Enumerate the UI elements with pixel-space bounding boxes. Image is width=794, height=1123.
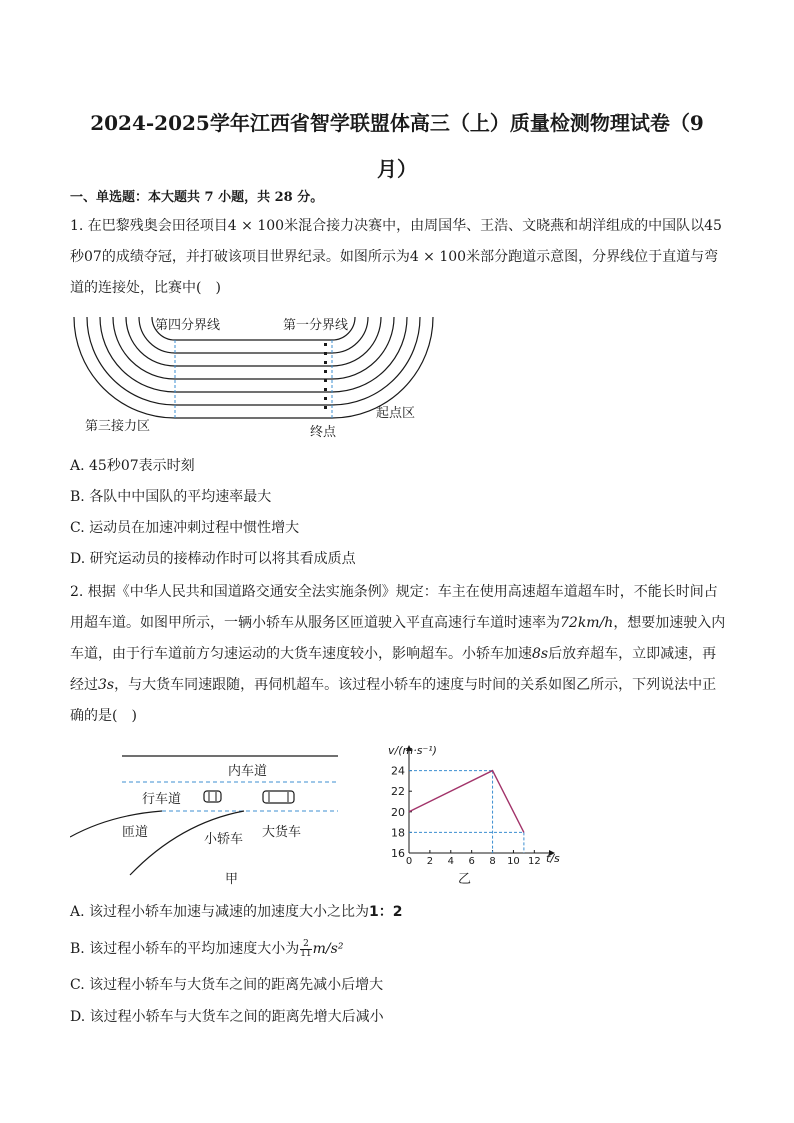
q2-option-b-unit: m/s² [312, 941, 344, 957]
q2-option-b-text: B. 该过程小轿车的平均加速度大小为 [70, 941, 300, 957]
chart-y-tick-label: 16 [391, 847, 405, 860]
chart-x-tick-label: 12 [527, 856, 541, 867]
q2-option-d[interactable]: D. 该过程小轿车与大货车之间的距离先增大后减小 [70, 1009, 384, 1025]
title-line-1: 2024-2025学年江西省智学联盟体高三（上）质量检测物理试卷（9 [90, 111, 704, 135]
ramp-curve-outer [70, 811, 162, 837]
q2-text-c: 后放弃超车，立即减速，再经过 [70, 646, 717, 693]
q2-option-a-ratio: 1：2 [369, 904, 403, 920]
section-heading: 一、单选题：本大题共 7 小题，共 28 分。 [70, 190, 324, 205]
title-line-2: 月） [377, 157, 417, 181]
chart-x-tick-label: 8 [489, 856, 496, 867]
road-figure [70, 745, 350, 890]
chart-x-tick-label: 2 [426, 856, 434, 867]
exam-title [60, 100, 734, 192]
label-first-boundary: 第一分界线 [283, 318, 349, 333]
velocity-time-chart [380, 740, 570, 890]
q2-text-d: ，与大货车同速跟随，再伺机超车。该过程小轿车的速度与时间的关系如图乙所示，下列说法中正确的是( ) [70, 677, 717, 724]
q2-option-a[interactable] [70, 902, 403, 922]
chart-y-tick-label: 22 [391, 785, 405, 799]
q2-option-c[interactable]: C. 该过程小轿车与大货车之间的距离先减小后增大 [70, 977, 384, 993]
chart-x-tick-label: 0 [405, 856, 413, 867]
q1-option-d[interactable]: D. 研究运动员的接棒动作时可以将其看成质点 [70, 551, 356, 567]
q2-option-b[interactable] [70, 939, 343, 959]
label-fourth-boundary: 第四分界线 [155, 318, 221, 333]
chart-x-tick-label: 4 [447, 856, 454, 867]
question-1-text: 1. 在巴黎残奥会田径项目4 × 100米混合接力决赛中，由周国华、王浩、文晓燕和胡洋组成的中国队以45秒07的成绩夺冠，并打破该项目世界纪录。如图所示为4 × 100米部分跑道示意图，分界线位于直道与弯道的连接处，比赛中( ) [70, 218, 722, 296]
label-ramp: 匝道 [122, 825, 149, 840]
track-figure [70, 312, 450, 444]
label-inner-lane: 内车道 [228, 764, 268, 779]
q1-option-b[interactable]: B. 各队中中国队的平均速率最大 [70, 489, 272, 505]
car-icon [204, 791, 221, 802]
q1-option-c[interactable]: C. 运动员在加速冲刺过程中惯性增大 [70, 520, 300, 536]
chart-x-tick-label: 10 [507, 856, 520, 867]
label-truck: 大货车 [262, 825, 302, 840]
label-start-zone: 起点区 [376, 406, 416, 421]
label-finish: 终点 [310, 425, 337, 440]
fraction-denominator: 11 [300, 948, 312, 959]
truck-icon [263, 791, 294, 803]
label-driving-lane: 行车道 [142, 792, 182, 807]
q2-option-b-fraction [300, 940, 311, 959]
chart-y-tick-label: 24 [391, 764, 405, 778]
chart-x-axis-label: t/s [546, 852, 560, 865]
q2-text-a: 2. 根据《中华人民共和国道路交通安全法实施条例》规定：车主在使用高速超车道超车时，不能长时间占用超车道。如图甲所示，一辆小轿车从服务区匝道驶入平直高速行车道时速率为 [70, 584, 718, 631]
label-relay-zone: 第三接力区 [85, 419, 151, 434]
q1-option-a[interactable]: A. 45秒07表示时刻 [70, 458, 195, 474]
q2-accel-time: 8s [532, 646, 549, 662]
finish-line [324, 343, 327, 409]
fraction-numerator: 2 [300, 940, 311, 950]
chart-y-axis-label: v/(m·s⁻¹) [388, 744, 437, 757]
q2-decel-time: 3s [98, 677, 115, 693]
chart-y-tick-label: 18 [391, 826, 405, 840]
chart-y-tick-label: 20 [391, 805, 405, 819]
q2-text-b: ，想要加速驶入内车道，由于行车道前方匀速运动的大货车速度较小，影响超车。小轿车加速 [70, 615, 726, 662]
chart-x-tick-label: 6 [468, 856, 475, 867]
q2-speed: 72km/h [560, 615, 614, 631]
label-car: 小轿车 [204, 832, 244, 847]
chart-series-line [409, 771, 524, 833]
q2-option-a-text: A. 该过程小轿车加速与减速的加速度大小之比为 [70, 904, 370, 920]
track-lane-line [100, 317, 407, 392]
caption-yi: 乙 [458, 872, 472, 887]
question-2-text [70, 577, 730, 732]
caption-jia: 甲 [225, 872, 239, 887]
